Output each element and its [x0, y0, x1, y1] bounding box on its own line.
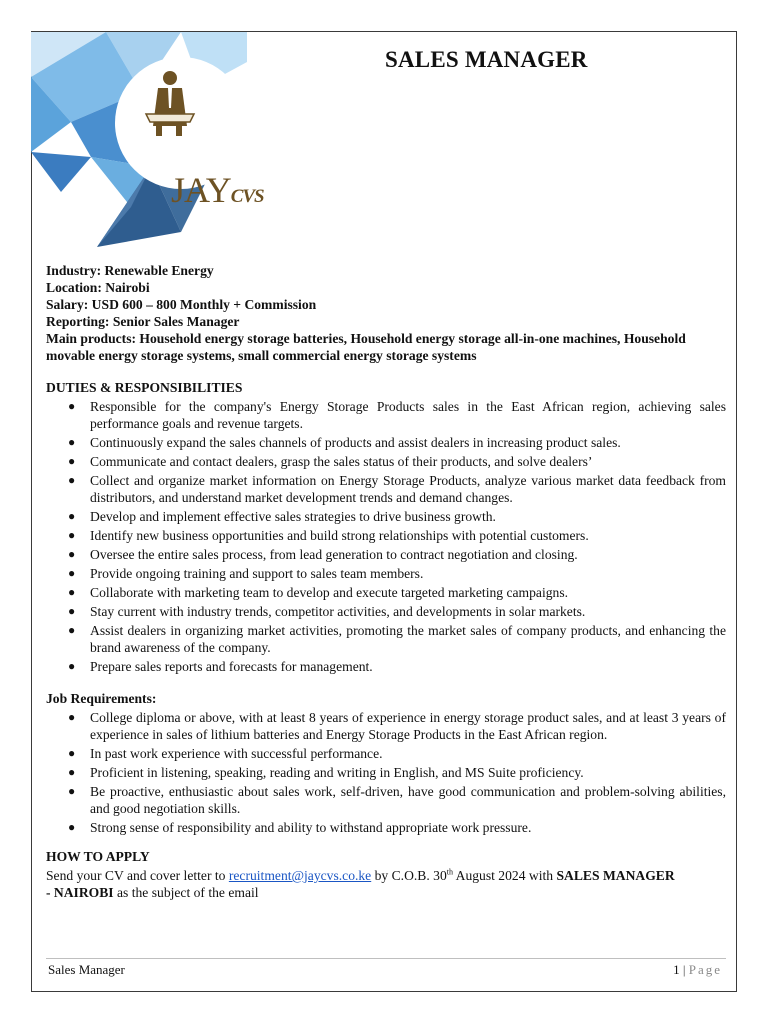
bullet-icon: ●: [68, 435, 76, 449]
apply-text-after: August 2024 with: [452, 868, 557, 883]
document-body: [46, 262, 726, 901]
salary-line: Salary: USD 600 – 800 Monthly + Commission: [46, 297, 317, 312]
bullet-icon: ●: [68, 820, 76, 834]
duty-item: [46, 603, 726, 620]
duty-item-text: Prepare sales reports and forecasts for management.: [90, 659, 373, 674]
bullet-icon: ●: [68, 547, 76, 561]
location-line: Location: Nairobi: [46, 280, 150, 295]
duty-item-text: Collaborate with marketing team to develop and execute targeted marketing campaigns.: [90, 585, 569, 600]
apply-text-before: Send your CV and cover letter to: [46, 868, 229, 883]
bullet-icon: ●: [68, 765, 76, 779]
duties-heading: DUTIES & RESPONSIBILITIES: [46, 380, 243, 395]
date-superscript: th: [446, 867, 453, 877]
duty-item-text: Oversee the entire sales process, from lead generation to contract negotiation and closing.: [90, 547, 578, 562]
duty-item-text: Continuously expand the sales channels of products and assist dealers in increasing product sales.: [90, 435, 621, 450]
requirement-item: [46, 709, 726, 743]
email-link[interactable]: recruitment@jaycvs.co.ke: [228, 868, 372, 883]
requirements-heading: Job Requirements:: [46, 691, 157, 706]
apply-heading: HOW TO APPLY: [46, 849, 150, 864]
reporting-line: Reporting: Senior Sales Manager: [46, 314, 240, 329]
apply-text-end: as the subject of the email: [113, 885, 259, 900]
subject-bold-2: - NAIROBI: [46, 885, 114, 900]
bullet-icon: ●: [68, 659, 76, 673]
logo-main-text: JAY: [171, 170, 231, 210]
duty-item-text: Develop and implement effective sales strategies to drive business growth.: [90, 509, 496, 524]
bullet-icon: ●: [68, 528, 76, 542]
bullet-icon: ●: [68, 746, 76, 760]
duty-item: [46, 453, 726, 470]
duty-item-text: Responsible for the company's Energy Storage Products sales in the East African region, achieving sales performance goals and revenue targets.: [90, 399, 726, 431]
industry-line: Industry: Renewable Energy: [46, 263, 214, 278]
requirement-item-text: Be proactive, enthusiastic about sales work, self-driven, have good communication and problem-solving abilities, and good negotiation skills.: [90, 784, 726, 816]
footer-title: Sales Manager: [48, 962, 125, 977]
duty-item: [46, 565, 726, 582]
bullet-icon: ●: [68, 623, 76, 637]
page-title: SALES MANAGER: [385, 47, 588, 72]
page-number: [673, 962, 722, 978]
duty-item: [46, 434, 726, 451]
bullet-icon: ●: [68, 604, 76, 618]
duty-item-text: Assist dealers in organizing market activities, promoting the market sales of company products, and enhancing the brand awareness of the company.: [90, 623, 726, 655]
duty-item: [46, 584, 726, 601]
duty-item: [46, 658, 726, 675]
duties-list: [46, 398, 726, 675]
footer-divider: [46, 958, 726, 959]
bullet-icon: ●: [68, 399, 76, 413]
apply-text-mid: by C.O.B. 30: [371, 868, 447, 883]
header-banner: [31, 32, 264, 254]
duty-item: [46, 622, 726, 656]
page-label: Page: [688, 962, 722, 977]
apply-instructions: [46, 867, 726, 901]
bullet-icon: ●: [68, 473, 76, 487]
page-separator: |: [682, 962, 686, 977]
duty-item-text: Collect and organize market information on Energy Storage Products, analyze various market data feedback from distributors, and understand market development trends and demand changes.: [90, 473, 726, 505]
requirement-item: [46, 764, 726, 781]
bullet-icon: ●: [68, 710, 76, 724]
duty-item: [46, 546, 726, 563]
requirement-item-text: College diploma or above, with at least 8 years of experience in energy storage product sales, and at least 3 years of experience in sales of lithium batteries and Energy Storage Products in the East African region.: [90, 710, 726, 742]
requirement-item: [46, 819, 726, 836]
logo-wordmark: [171, 172, 264, 208]
requirement-item-text: In past work experience with successful performance.: [90, 746, 383, 761]
bullet-icon: ●: [68, 566, 76, 580]
bullet-icon: ●: [68, 585, 76, 599]
bullet-icon: ●: [68, 784, 76, 798]
job-meta: [46, 262, 726, 364]
duty-item-text: Provide ongoing training and support to sales team members.: [90, 566, 424, 581]
duty-item-text: Stay current with industry trends, competitor activities, and developments in solar markets.: [90, 604, 586, 619]
requirement-item: [46, 745, 726, 762]
products-line: Main products: Household energy storage batteries, Household energy storage all-in-one machines, Household movable energy storage systems, small commercial energy storage systems: [46, 331, 686, 363]
bullet-icon: ●: [68, 454, 76, 468]
duty-item: [46, 527, 726, 544]
requirement-item-text: Proficient in listening, speaking, reading and writing in English, and MS Suite proficiency.: [90, 765, 584, 780]
duty-item: [46, 508, 726, 525]
logo-suffix-text: CVS: [230, 186, 264, 207]
page-number-value: 1: [673, 962, 680, 977]
subject-bold-1: SALES MANAGER: [556, 868, 675, 883]
requirement-item-text: Strong sense of responsibility and ability to withstand appropriate work pressure.: [90, 820, 532, 835]
duty-item: [46, 472, 726, 506]
duty-item-text: Communicate and contact dealers, grasp the sales status of their products, and solve dealers’: [90, 454, 593, 469]
bullet-icon: ●: [68, 509, 76, 523]
duty-item-text: Identify new business opportunities and build strong relationships with potential customers.: [90, 528, 589, 543]
requirement-item: [46, 783, 726, 817]
requirements-list: [46, 709, 726, 836]
duty-item: [46, 398, 726, 432]
